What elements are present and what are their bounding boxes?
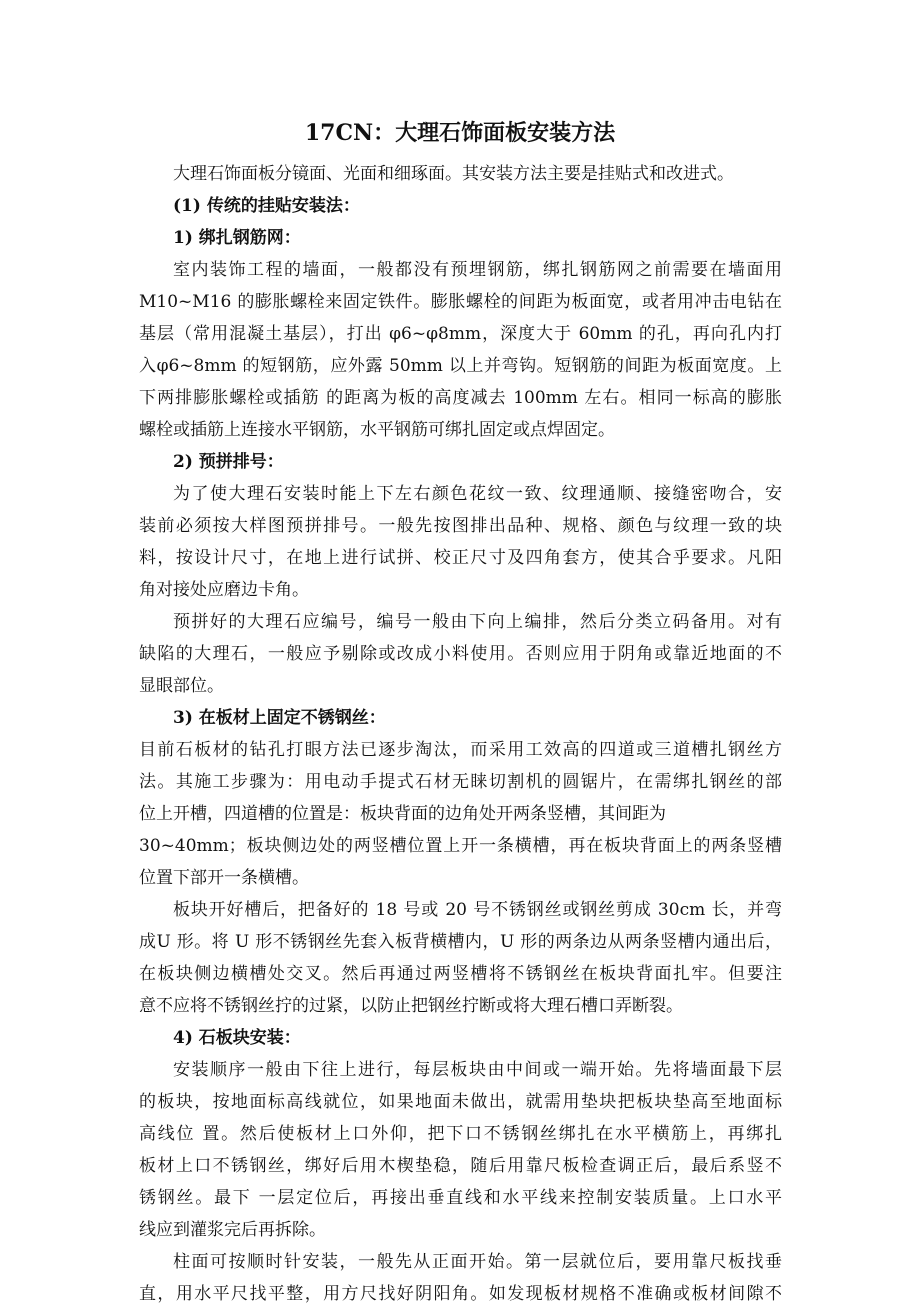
text-line: 装前必须按大样图预拼排号。一般先按图排出品种、规格、颜色与纹理一致的块	[139, 516, 782, 536]
text-line: 大理石饰面板分镜面、光面和细琢面。其安装方法主要是挂贴式和改进式。	[173, 164, 734, 184]
text-line: 目前石板材的钻孔打眼方法已逐步淘汰，而采用工效高的四道或三道槽扎钢丝方	[139, 740, 782, 760]
text-line: 成U 形。将 U 形不锈钢丝先套入板背横槽内，U 形的两条边从两条竖槽内通出后，	[139, 932, 782, 952]
text-line: 室内装饰工程的墙面，一般都没有预埋钢筋，绑扎钢筋网之前需要在墙面用	[173, 260, 782, 280]
text-line: M10~M16 的膨胀螺栓来固定铁件。膨胀螺栓的间距为板面宽，或者用冲击电钻在	[139, 292, 782, 312]
text-line: 板块开好槽后，把备好的 18 号或 20 号不锈钢丝或钢丝剪成 30cm 长，并弯	[173, 900, 782, 920]
text-line: 角对接处应磨边卡角。	[139, 580, 309, 600]
text-line: 料，按设计尺寸，在地上进行试拼、校正尺寸及四角套方，使其合乎要求。凡阳	[139, 548, 782, 568]
text-line: 为了使大理石安装时能上下左右颜色花纹一致、纹理通顺、接缝密吻合，安	[173, 484, 782, 504]
section-heading: 3) 在板材上固定不锈钢丝：	[173, 708, 386, 728]
text-line: 预拼好的大理石应编号，编号一般由下向上编排，然后分类立码备用。对有	[173, 612, 782, 632]
text-line: 位置下部开一条横槽。	[139, 868, 309, 888]
page-title: 17CN：大理石饰面板安装方法	[304, 120, 616, 146]
text-line: 下两排膨胀螺栓或插筋 的距离为板的高度减去 100mm 左右。相同一标高的膨胀	[139, 388, 782, 408]
section-heading: 1) 绑扎钢筋网：	[173, 228, 301, 248]
text-line: 直，用水平尺找平整，用方尺找好阴阳角。如发现板材规格不准确或板材间隙不	[139, 1284, 782, 1304]
text-line: 30~40mm；板块侧边处的两竖槽位置上开一条横槽，再在板块背面上的两条竖槽	[139, 836, 782, 856]
text-line: 高线位 置。然后使板材上口外仰，把下口不锈钢丝绑扎在水平横筋上，再绑扎	[139, 1124, 782, 1144]
document-body	[139, 158, 782, 1310]
text-line: 柱面可按顺时针安装，一般先从正面开始。第一层就位后，要用靠尺板找垂	[173, 1252, 782, 1272]
text-line: 螺栓或插筋上连接水平钢筋，水平钢筋可绑扎固定或点焊固定。	[139, 420, 615, 440]
text-line: 缺陷的大理石，一般应予剔除或改成小料使用。否则应用于阴角或靠近地面的不	[139, 644, 782, 664]
section-heading: (1) 传统的挂贴安装法：	[173, 196, 360, 216]
text-line: 线应到灌浆完后再拆除。	[139, 1220, 326, 1240]
text-line: 在板块侧边横槽处交叉。然后再通过两竖槽将不锈钢丝在板块背面扎牢。但要注	[139, 964, 782, 984]
text-line: 基层（常用混凝土基层），打出 φ6~φ8mm，深度大于 60mm 的孔，再向孔内打	[139, 324, 782, 344]
text-line: 意不应将不锈钢丝拧的过紧，以防止把钢丝拧断或将大理石槽口弄断裂。	[139, 996, 683, 1016]
section-heading: 2) 预拼排号：	[173, 452, 284, 472]
text-line: 板材上口不锈钢丝，绑好后用木楔垫稳，随后用靠尺板检查调正后，最后系竖不	[139, 1156, 782, 1176]
section-heading: 4) 石板块安装：	[173, 1028, 301, 1048]
text-line: 入φ6~8mm 的短钢筋，应外露 50mm 以上并弯钩。短钢筋的间距为板面宽度。上	[139, 356, 782, 376]
text-line: 的板块，按地面标高线就位，如果地面未做出，就需用垫块把板块垫高至地面标	[139, 1092, 782, 1112]
text-line: 显眼部位。	[139, 676, 224, 696]
text-line: 安装顺序一般由下往上进行，每层板块由中间或一端开始。先将墙面最下层	[173, 1060, 782, 1080]
text-line: 锈钢丝。最下 一层定位后，再接出垂直线和水平线来控制安装质量。上口水平	[139, 1188, 782, 1208]
text-line: 法。其施工步骤为：用电动手提式石材无睐切割机的圆锯片，在需绑扎钢丝的部	[139, 772, 782, 792]
text-line: 位上开槽，四道槽的位置是：板块背面的边角处开两条竖槽，其间距为	[139, 804, 666, 824]
